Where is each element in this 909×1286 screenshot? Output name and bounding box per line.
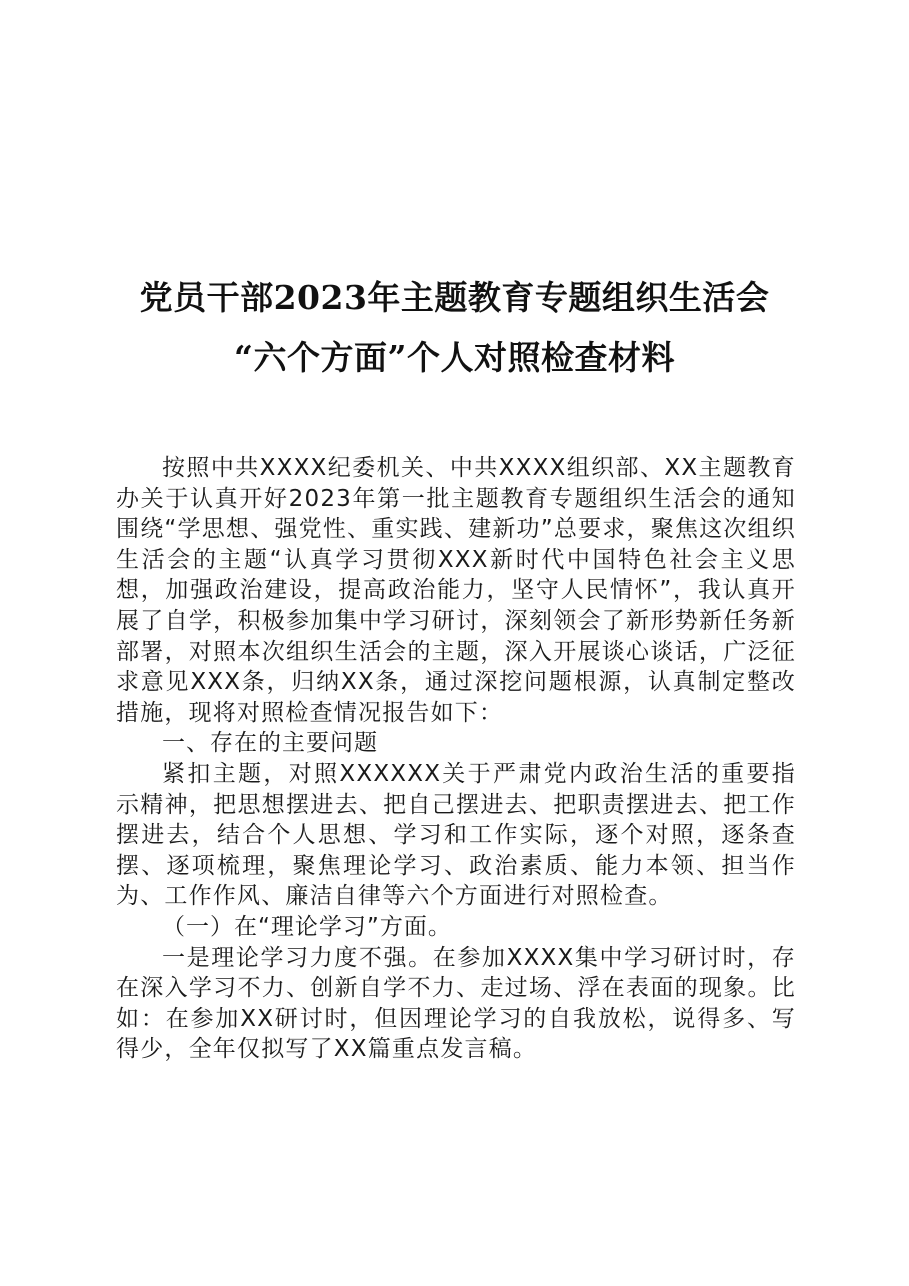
intro-paragraph: 按照中共XXXX纪委机关、中共XXXX组织部、XX主题教育办关于认真开好2023年第一批主题教育专题组织生活会的通知围绕“学思想、强党性、重实践、建新功”总要求，聚焦这次组织生活会的主题“认真学习贯彻XXX新时代中国特色社会主义思想，加强政治建设，提高政治能力，坚守人民情怀”，我认真开展了自学，积极参加集中学习研讨，深刻领会了新形势新任务新部署，对照本次组织生活会的主题，深入开展谈心谈话，广泛征求意见XXX条，归纳XX条，通过深挖问题根源，认真制定整改措施，现将对照检查情况报告如下： [116,455,796,726]
document-body [116,453,796,1065]
section-heading-1: 一、存在的主要问题 [162,730,378,757]
document-title [0,268,909,388]
section-1-paragraph: 紧扣主题，对照XXXXXX关于严肃党内政治生活的重要指示精神，把思想摆进去、把自己摆进去、把职责摆进去、把工作摆进去，结合个人思想、学习和工作实际，逐个对照，逐条查摆、逐项梳理，聚焦理论学习、政治素质、能力本领、担当作为、工作作风、廉洁自律等六个方面进行对照检查。 [116,760,796,910]
title-line-2: “六个方面”个人对照检查材料 [234,338,675,377]
title-line-1: 党员干部2023年主题教育专题组织生活会 [139,278,770,317]
subsection-heading-1: （一）在“理论学习”方面。 [162,913,452,940]
subsection-1-paragraph: 一是理论学习力度不强。在参加XXXX集中学习研讨时，存在深入学习不力、创新自学不力、走过场、浮在表面的现象。比如：在参加XX研讨时，但因理论学习的自我放松，说得多、写得少，全年仅拟写了XX篇重点发言稿。 [116,944,796,1063]
